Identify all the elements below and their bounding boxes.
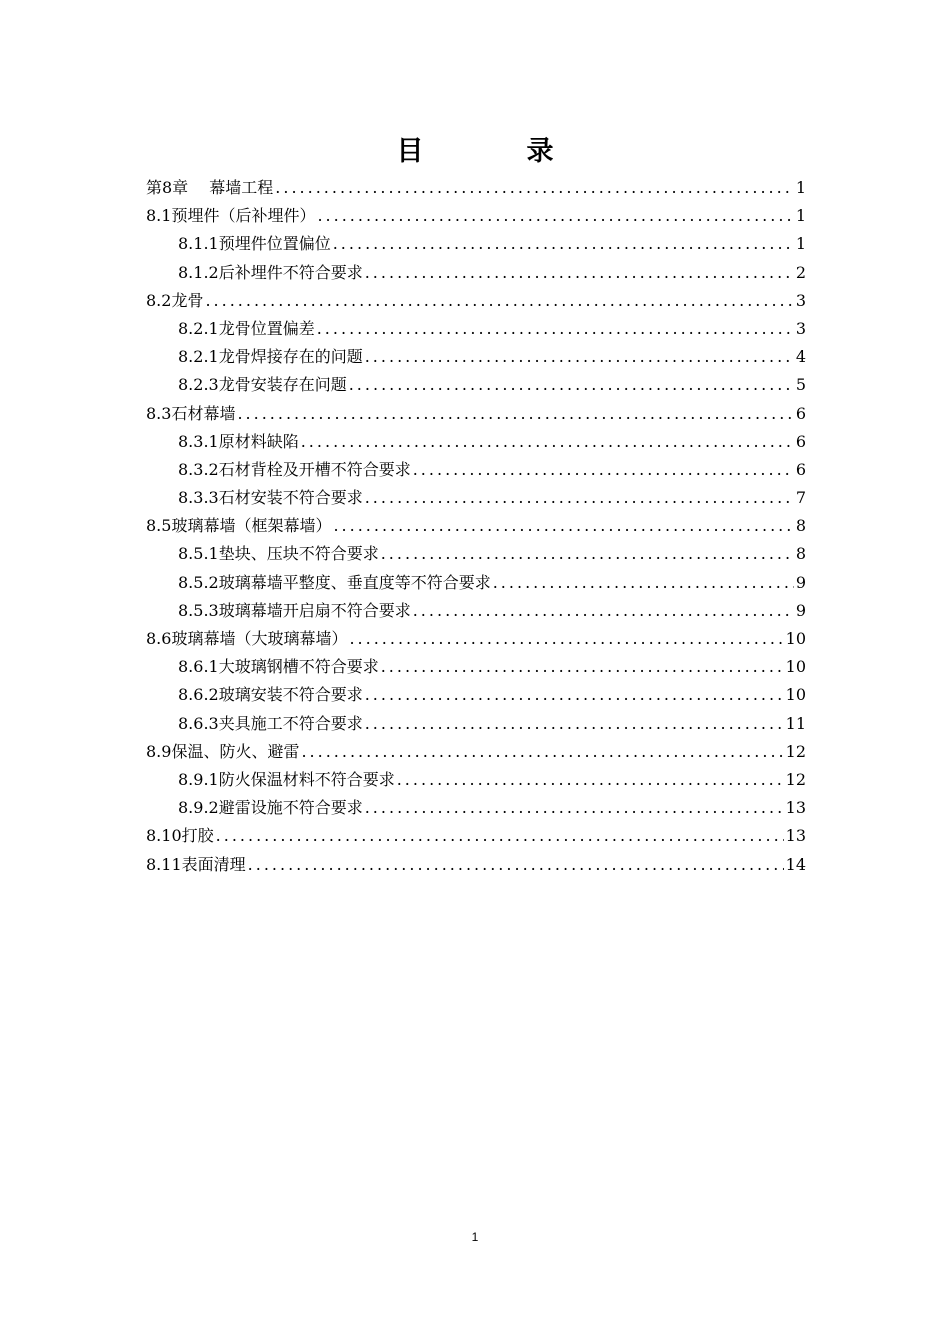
toc-dot-leader xyxy=(349,625,783,653)
toc-entry[interactable] xyxy=(146,174,806,202)
toc-entry-title: 8.2龙骨 xyxy=(146,290,204,310)
toc-entry-page: 2 xyxy=(795,262,806,282)
toc-entry-title: 8.5.3玻璃幕墙开启扇不符合要求 xyxy=(178,600,411,620)
toc-entry-page: 12 xyxy=(785,769,806,789)
table-of-contents xyxy=(146,174,806,879)
toc-dot-leader xyxy=(248,851,784,879)
toc-entry-page: 10 xyxy=(785,685,806,705)
toc-entry-page: 4 xyxy=(795,347,806,367)
toc-dot-leader xyxy=(381,540,794,568)
toc-entry-title: 8.6玻璃幕墙（大玻璃幕墙） xyxy=(146,629,348,648)
toc-entry-title: 8.6.2玻璃安装不符合要求 xyxy=(178,685,363,705)
toc-dot-leader xyxy=(301,428,794,456)
toc-dot-leader xyxy=(317,202,793,230)
toc-entry[interactable] xyxy=(146,822,806,850)
toc-entry[interactable] xyxy=(146,794,806,822)
toc-entry-page: 6 xyxy=(795,403,806,423)
toc-dot-leader xyxy=(413,456,794,484)
toc-entry-title: 8.6.1大玻璃钢槽不符合要求 xyxy=(178,657,379,677)
toc-dot-leader xyxy=(365,484,794,512)
toc-entry-page: 1 xyxy=(795,234,806,254)
toc-entry[interactable] xyxy=(146,597,806,625)
toc-dot-leader xyxy=(365,681,784,709)
toc-entry-title: 8.2.1龙骨位置偏差 xyxy=(178,318,315,338)
toc-entry-title: 8.2.3龙骨安装存在问题 xyxy=(178,375,347,395)
toc-title: 目 录 xyxy=(396,136,592,167)
toc-entry[interactable] xyxy=(146,653,806,681)
toc-entry-page: 9 xyxy=(795,600,806,620)
toc-dot-leader xyxy=(301,738,783,766)
toc-entry[interactable] xyxy=(146,540,806,568)
toc-entry-page: 1 xyxy=(795,206,806,226)
toc-entry-page: 11 xyxy=(785,713,806,733)
toc-entry-page: 6 xyxy=(795,431,806,451)
toc-entry-page: 14 xyxy=(785,854,806,874)
toc-entry-title: 8.10打胶 xyxy=(146,826,214,846)
toc-entry[interactable] xyxy=(146,343,806,371)
toc-entry-page: 8 xyxy=(795,516,806,536)
toc-dot-leader xyxy=(205,287,793,315)
toc-dot-leader xyxy=(365,710,784,738)
toc-dot-leader xyxy=(275,174,794,202)
toc-entry[interactable] xyxy=(146,710,806,738)
toc-entry-title: 8.5.1垫块、压块不符合要求 xyxy=(178,544,379,564)
toc-entry[interactable] xyxy=(146,851,806,879)
toc-entry-title: 第8章 幕墙工程 xyxy=(146,178,274,197)
toc-entry[interactable] xyxy=(146,287,806,315)
toc-dot-leader xyxy=(333,512,793,540)
toc-entry-title: 8.6.3夹具施工不符合要求 xyxy=(178,713,363,733)
toc-entry-page: 9 xyxy=(795,572,806,592)
toc-dot-leader xyxy=(413,597,794,625)
toc-dot-leader xyxy=(381,653,784,681)
toc-entry[interactable] xyxy=(146,738,806,766)
toc-entry-page: 13 xyxy=(785,826,806,846)
toc-entry[interactable] xyxy=(146,428,806,456)
toc-entry-page: 3 xyxy=(795,318,806,338)
toc-entry-page: 1 xyxy=(795,178,806,197)
toc-entry-title: 8.9.1防火保温材料不符合要求 xyxy=(178,769,395,789)
toc-entry-page: 6 xyxy=(795,459,806,479)
toc-entry-page: 10 xyxy=(785,629,806,648)
toc-entry-title: 8.1.1预埋件位置偏位 xyxy=(178,234,331,254)
toc-entry-title: 8.11表面清理 xyxy=(146,854,246,874)
toc-entry[interactable] xyxy=(146,456,806,484)
toc-entry[interactable] xyxy=(146,371,806,399)
toc-entry-title: 8.2.1龙骨焊接存在的问题 xyxy=(178,347,363,367)
toc-entry[interactable] xyxy=(146,625,806,653)
toc-entry-title: 8.3.2石材背栓及开槽不符合要求 xyxy=(178,459,411,479)
toc-dot-leader xyxy=(365,259,794,287)
toc-dot-leader xyxy=(493,569,794,597)
toc-dot-leader xyxy=(317,315,794,343)
toc-entry[interactable] xyxy=(146,484,806,512)
toc-entry[interactable] xyxy=(146,681,806,709)
toc-dot-leader xyxy=(365,794,784,822)
toc-entry-title: 8.5玻璃幕墙（框架幕墙） xyxy=(146,516,332,536)
toc-entry-title: 8.3.3石材安装不符合要求 xyxy=(178,488,363,508)
toc-entry[interactable] xyxy=(146,512,806,540)
toc-dot-leader xyxy=(349,371,794,399)
toc-entry-page: 13 xyxy=(785,798,806,818)
toc-entry-page: 12 xyxy=(785,741,806,761)
toc-entry-page: 10 xyxy=(785,657,806,677)
toc-entry-title: 8.1预埋件（后补埋件） xyxy=(146,206,316,226)
toc-dot-leader xyxy=(333,230,794,258)
toc-entry[interactable] xyxy=(146,400,806,428)
toc-entry-title: 8.9.2避雷设施不符合要求 xyxy=(178,798,363,818)
toc-dot-leader xyxy=(237,400,793,428)
toc-entry[interactable] xyxy=(146,315,806,343)
toc-dot-leader xyxy=(216,822,784,850)
toc-entry-title: 8.5.2玻璃幕墙平整度、垂直度等不符合要求 xyxy=(178,572,491,592)
toc-entry[interactable] xyxy=(146,202,806,230)
toc-entry-title: 8.1.2后补埋件不符合要求 xyxy=(178,262,363,282)
toc-entry-page: 8 xyxy=(795,544,806,564)
toc-dot-leader xyxy=(397,766,784,794)
toc-entry-title: 8.9保温、防火、避雷 xyxy=(146,741,300,761)
toc-dot-leader xyxy=(365,343,794,371)
toc-entry[interactable] xyxy=(146,569,806,597)
toc-entry-page: 7 xyxy=(795,488,806,508)
toc-entry-title: 8.3石材幕墙 xyxy=(146,403,236,423)
toc-entry-page: 5 xyxy=(795,375,806,395)
toc-entry-title: 8.3.1原材料缺陷 xyxy=(178,431,299,451)
toc-entry[interactable] xyxy=(146,230,806,258)
page-number: 1 xyxy=(471,1230,479,1244)
toc-entry-page: 3 xyxy=(795,290,806,310)
toc-entry[interactable] xyxy=(146,259,806,287)
toc-entry[interactable] xyxy=(146,766,806,794)
